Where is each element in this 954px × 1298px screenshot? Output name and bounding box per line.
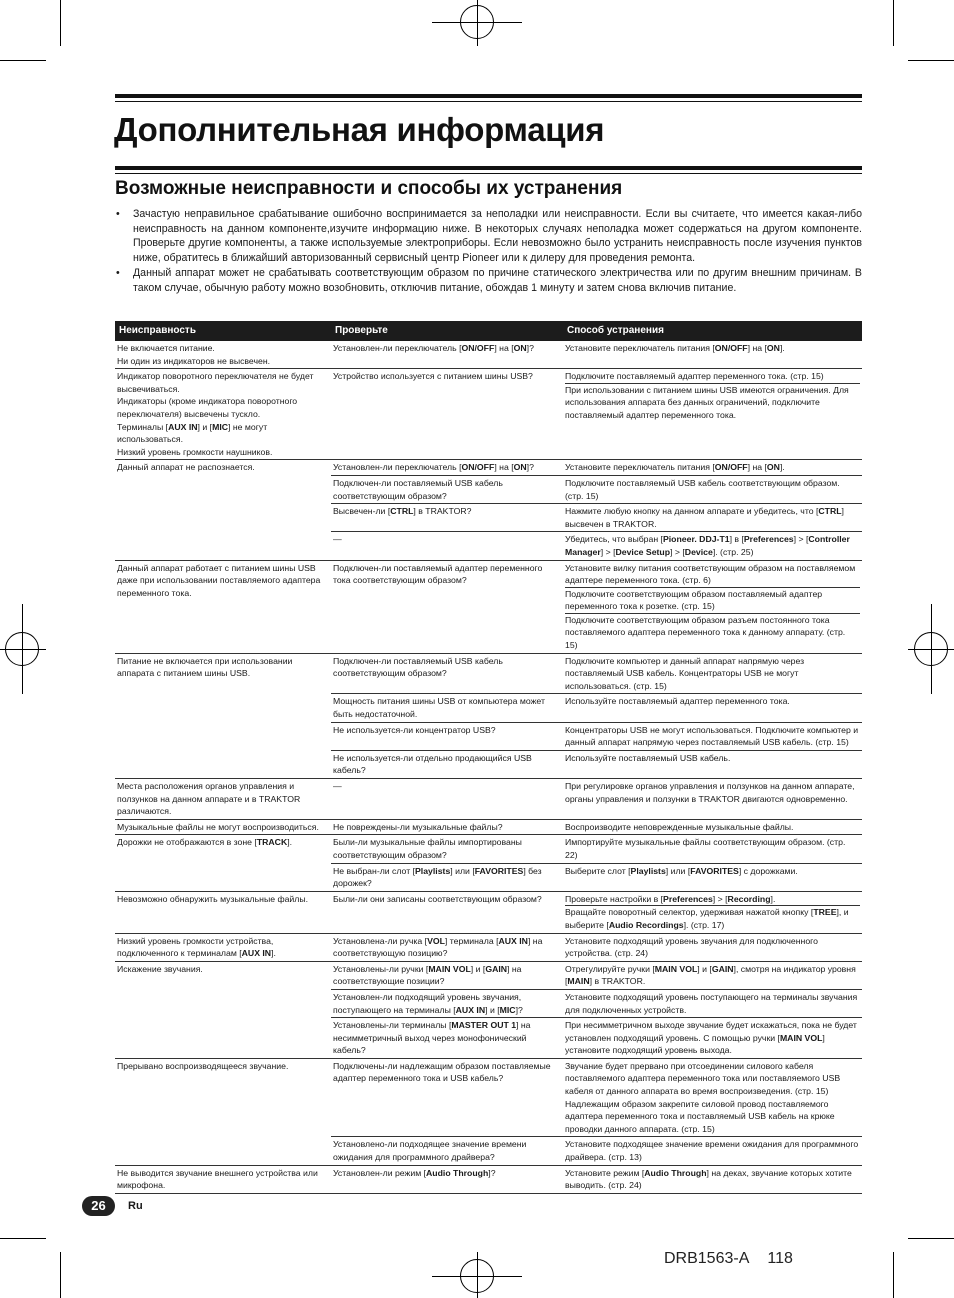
solution-cell bbox=[563, 341, 862, 356]
table-row bbox=[331, 722, 862, 750]
solution-cell bbox=[563, 1059, 862, 1137]
table-row-group bbox=[115, 341, 862, 369]
check-cell: Установлен-ли подходящий уровень звучания, поступающего на терминалы [AUX IN] и [MIC]? bbox=[333, 991, 523, 1015]
table-row bbox=[331, 1059, 862, 1137]
table-row bbox=[331, 531, 862, 559]
check-cell: Мощность питания шины USB от компьютера может быть недостаточной. bbox=[333, 696, 545, 720]
problem-text: Не включается питание. bbox=[117, 343, 215, 353]
crop-mark bbox=[60, 1252, 61, 1298]
title-rule bbox=[115, 166, 862, 170]
doc-page: 118 bbox=[767, 1250, 793, 1267]
intro-list bbox=[115, 207, 862, 295]
problem-text: Индикатор поворотного переключателя не будет высвечиваться. bbox=[117, 371, 314, 394]
table-row bbox=[331, 835, 862, 862]
problem-cell bbox=[115, 962, 331, 1058]
registration-mark bbox=[914, 632, 948, 666]
problem-text: Данный аппарат работает с питанием шины USB даже при использовании поставляемого адаптера переменного тока. bbox=[117, 562, 321, 598]
table-row-group bbox=[115, 460, 862, 560]
doc-code: DRB1563-A bbox=[664, 1250, 750, 1267]
problem-cell bbox=[115, 341, 331, 368]
solution-text: Установите переключатель питания [ON/OFF] на [ON]. bbox=[565, 343, 785, 353]
problem-text: Низкий уровень громкости устройства, подключенного к терминалам [AUX IN]. bbox=[117, 935, 276, 959]
table-row bbox=[331, 989, 862, 1017]
check-solution-pairs bbox=[331, 341, 862, 368]
solution-text: Установите режим [Audio Through] на деках, звучание которых хотите выводить. (стр. 24) bbox=[565, 1167, 852, 1191]
check-cell: Установлены-ли ручки [MAIN VOL] и [GAIN] на соответствующие позиции? bbox=[333, 963, 522, 987]
table-row-group bbox=[115, 1166, 862, 1194]
solution-text: Импортируйте музыкальные файлы соответствующим образом. (стр. 22) bbox=[565, 837, 846, 860]
check-solution-pairs bbox=[331, 962, 862, 1058]
solution-cell bbox=[563, 476, 862, 503]
solution-cell bbox=[563, 723, 862, 750]
problem-text: Прерывано воспроизводящееся звучание. bbox=[117, 1060, 289, 1071]
table-row-group bbox=[115, 369, 862, 460]
check-solution-pairs bbox=[331, 820, 862, 835]
problem-cell bbox=[115, 779, 331, 819]
column-header: Неисправность bbox=[119, 325, 196, 336]
check-cell: Не используется-ли отдельно продающийся USB кабель? bbox=[333, 752, 532, 776]
solution-cell bbox=[563, 694, 862, 721]
check-cell: Устройство используется с питанием шины USB? bbox=[333, 371, 533, 382]
problem-text: Невозможно обнаружить музыкальные файлы. bbox=[117, 893, 309, 904]
table-row bbox=[331, 369, 862, 422]
check-cell: Подключен-ли поставляемый USB кабель соответствующим образом? bbox=[333, 477, 503, 501]
crop-mark bbox=[60, 0, 61, 46]
table-row bbox=[331, 475, 862, 503]
check-cell: Установлен-ли режим [Audio Through]? bbox=[333, 1167, 496, 1178]
check-solution-pairs bbox=[331, 934, 862, 961]
table-row-group bbox=[115, 835, 862, 891]
registration-mark bbox=[460, 5, 494, 39]
solution-cell bbox=[563, 1166, 862, 1193]
solution-text: Концентраторы USB не могут использоваться. Подключите компьютер и данный аппарат напрямую через поставляемый USB кабель. (стр. 15) bbox=[565, 724, 859, 748]
troubleshooting-table bbox=[115, 341, 862, 1194]
column-header: Способ устранения bbox=[567, 325, 664, 336]
intro-paragraph: • Зачастую неправильное срабатывание ошибочно воспринимается за неполадки или неисправности. Если вы считаете, что имеется какая-либо неисправность на данном компоненте,изучите информацию ниже. В некоторых случаях неполадка может содержаться на другом компоненте. Проверьте другие компоненты, а также используемые электроприборы. Если невозможно было устранить неисправность после изучения пунктов ниже, обратитесь в ближайший авторизованный сервисный центр Pioneer или к дилеру для проведения ремонта. bbox=[115, 207, 862, 266]
solution-text: Вращайте поворотный селектор, удерживая нажатой кнопку [TREE], и выберите [Audio Recordings]. (стр. 17) bbox=[565, 905, 860, 931]
table-row-group bbox=[115, 1059, 862, 1166]
solution-cell bbox=[563, 654, 862, 694]
solution-cell bbox=[563, 835, 862, 862]
check-cell: Установлена-ли ручка [VOL] терминала [AUX IN] на соответствующую позицию? bbox=[333, 935, 543, 959]
check-cell: Установлен-ли переключатель [ON/OFF] на [ON]? bbox=[333, 462, 534, 473]
problem-text: Низкий уровень громкости наушников. bbox=[117, 446, 273, 457]
solution-cell bbox=[563, 751, 862, 778]
solution-text: Подключите соответствующим образом разъем постоянного тока поставляемого адаптера переменного тока к данному аппарату. (стр. 15) bbox=[565, 613, 860, 652]
solution-text: При регулировке органов управления и ползунков на данном аппарате, органы управления и ползунки в TRAKTOR двигаются одновременно. bbox=[565, 781, 855, 804]
table-row bbox=[331, 962, 862, 989]
crop-mark bbox=[0, 1238, 46, 1239]
solution-text: Нажмите любую кнопку на данном аппарате и убедитесь, что [CTRL] высвечен в TRAKTOR. bbox=[565, 506, 844, 529]
problem-cell bbox=[115, 820, 331, 835]
intro-paragraph: • Данный аппарат может не срабатывать соответствующим образом по причине статического электричества или по другим внешним причинам. В таком случае, обычную работу можно возобновить, отключив питание, обождав 1 минуту и затем снова включив питание. bbox=[115, 266, 862, 295]
solution-text: Подключите компьютер и данный аппарат напрямую через поставляемый USB кабель. Концентраторы USB не могут использоваться. (стр. 15) bbox=[565, 655, 805, 691]
table-row bbox=[331, 1136, 862, 1164]
problem-text: Музыкальные файлы не могут воспроизводиться. bbox=[117, 821, 319, 832]
table-row-group bbox=[115, 962, 862, 1059]
header-rule bbox=[115, 101, 862, 102]
check-cell: Были-ли музыкальные файлы импортированы соответствующим образом? bbox=[333, 837, 522, 860]
check-solution-pairs bbox=[331, 369, 862, 459]
solution-text: Используйте поставляемый адаптер переменного тока. bbox=[565, 696, 790, 707]
solution-text: Установите вилку питания соответствующим образом на поставляемом адаптере переменного тока. (стр. 6) bbox=[565, 562, 856, 586]
problem-cell bbox=[115, 892, 331, 933]
registration-mark bbox=[5, 632, 39, 666]
solution-text: Отрегулируйте ручки [MAIN VOL] и [GAIN], смотря на индикатор уровня [MAIN] в TRAKTOR. bbox=[565, 963, 856, 987]
table-header bbox=[115, 321, 862, 341]
problem-text: Индикаторы (кроме индикатора поворотного переключателя) высвечены тускло. bbox=[117, 396, 298, 419]
table-row bbox=[331, 654, 862, 694]
solution-cell bbox=[563, 561, 862, 653]
solution-cell bbox=[563, 820, 862, 835]
problem-text: Питание не включается при использовании аппарата с питанием шины USB. bbox=[117, 655, 293, 679]
crop-mark bbox=[908, 60, 954, 61]
table-row-group bbox=[115, 820, 862, 836]
solution-text: Установите подходящий уровень поступающего на терминалы звучания для подключенных устройств. bbox=[565, 991, 858, 1015]
solution-cell bbox=[563, 962, 862, 989]
solution-text: Установите подходящее значение времени ожидания для программного драйвера. (стр. 13) bbox=[565, 1139, 859, 1163]
check-solution-pairs bbox=[331, 835, 862, 890]
check-solution-pairs bbox=[331, 561, 862, 653]
problem-text: Дорожки не отображаются в зоне [TRACK]. bbox=[117, 837, 293, 848]
check-cell: Подключен-ли поставляемый USB кабель соответствующим образом? bbox=[333, 655, 503, 679]
check-solution-pairs bbox=[331, 1166, 862, 1193]
page-title: Дополнительная информация bbox=[114, 111, 605, 148]
problem-cell bbox=[115, 561, 331, 653]
table-row bbox=[331, 561, 862, 653]
solution-text: Установите переключатель питания [ON/OFF] на [ON]. bbox=[565, 462, 785, 473]
problem-text: Не выводится звучание внешнего устройства или микрофона. bbox=[117, 1167, 318, 1191]
solution-text: Проверьте настройки в [Preferences] > [Recording]. bbox=[565, 893, 776, 904]
problem-cell bbox=[115, 369, 331, 459]
title-rule bbox=[115, 173, 862, 174]
solution-cell bbox=[563, 504, 862, 531]
crop-mark bbox=[908, 1238, 954, 1239]
table-row-group bbox=[115, 892, 862, 934]
check-solution-pairs bbox=[331, 779, 862, 819]
check-cell: — bbox=[333, 534, 342, 545]
page-number: 26 bbox=[82, 1196, 115, 1216]
check-cell: Подключены-ли надлежащим образом поставляемые адаптер переменного тока и USB кабель? bbox=[333, 1060, 551, 1084]
problem-cell bbox=[115, 1059, 331, 1165]
table-row bbox=[331, 341, 862, 356]
table-row bbox=[331, 503, 862, 531]
solution-text: Воспроизводите неповрежденные музыкальные файлы. bbox=[565, 821, 794, 832]
solution-cell bbox=[563, 369, 862, 422]
solution-cell bbox=[563, 934, 862, 961]
crop-mark bbox=[893, 1252, 894, 1298]
header-rule bbox=[115, 94, 862, 98]
language-code: Ru bbox=[128, 1200, 143, 1212]
doc-reference bbox=[664, 1250, 793, 1268]
crop-mark bbox=[893, 0, 894, 46]
check-cell: Установлен-ли переключатель [ON/OFF] на [ON]? bbox=[333, 343, 534, 353]
check-cell: — bbox=[333, 781, 342, 791]
problem-text: Места расположения органов управления и ползунков на данном аппарате и в TRAKTOR различаются. bbox=[117, 781, 301, 817]
solution-text: Звучание будет прервано при отсоединении силового кабеля поставляемого адаптера переменного тока или поставляемого USB кабеля от данного аппарата во время воспроизведения. (стр. 15) Надлежащим образом закрепите силовой провод поставляемого адаптера переменного тока и поставляемый USB кабель на крюке проводки данного аппарата. (стр. 15) bbox=[565, 1060, 841, 1134]
solution-text: Подключите соответствующим образом поставляемый адаптер переменного тока к розетке. (стр. 15) bbox=[565, 587, 860, 613]
solution-text: Подключите поставляемый адаптер переменного тока. (стр. 15) bbox=[565, 371, 824, 382]
table-row bbox=[331, 892, 862, 933]
check-cell: Установлены-ли терминалы [MASTER OUT 1] на несимметричный выход через монофонический кабель? bbox=[333, 1020, 531, 1056]
table-row bbox=[331, 750, 862, 778]
check-solution-pairs bbox=[331, 654, 862, 778]
table-row bbox=[331, 1017, 862, 1058]
crop-mark bbox=[0, 60, 46, 61]
check-cell: Были-ли они записаны соответствующим образом? bbox=[333, 893, 542, 904]
solution-text: Убедитесь, что выбран [Pioneer. DDJ-T1] в [Preferences] > [Controller Manager] > [Device Setup] > [Device]. (стр. 25) bbox=[565, 534, 850, 557]
check-cell: Не используется-ли концентратор USB? bbox=[333, 724, 496, 735]
problem-cell bbox=[115, 1166, 331, 1193]
column-header: Проверьте bbox=[335, 325, 388, 336]
solution-text: Выберите слот [Playlists] или [FAVORITES] с дорожками. bbox=[565, 865, 798, 876]
solution-cell bbox=[563, 990, 862, 1017]
table-row bbox=[331, 863, 862, 891]
check-solution-pairs bbox=[331, 460, 862, 559]
solution-cell bbox=[563, 1137, 862, 1164]
table-row-group bbox=[115, 934, 862, 962]
solution-cell bbox=[563, 892, 862, 933]
solution-text: Подключите поставляемый USB кабель соответствующим образом. (стр. 15) bbox=[565, 477, 840, 501]
problem-cell bbox=[115, 934, 331, 961]
table-row bbox=[331, 693, 862, 721]
solution-text: Установите подходящий уровень звучания для подключенного устройства. (стр. 24) bbox=[565, 935, 818, 959]
check-solution-pairs bbox=[331, 1059, 862, 1165]
table-row-group bbox=[115, 561, 862, 654]
solution-cell bbox=[563, 532, 862, 559]
check-cell: Высвечен-ли [CTRL] в TRAKTOR? bbox=[333, 506, 472, 517]
section-title: Возможные неисправности и способы их устранения bbox=[115, 178, 623, 199]
problem-text: Ни один из индикаторов не высвечен. bbox=[117, 355, 271, 366]
check-cell: Установлено-ли подходящее значение времени ожидания для программного драйвера? bbox=[333, 1139, 527, 1163]
table-row bbox=[331, 460, 862, 475]
table-row-group bbox=[115, 654, 862, 779]
solution-cell bbox=[563, 779, 862, 806]
table-row bbox=[331, 820, 862, 835]
problem-text: Искажение звучания. bbox=[117, 963, 203, 974]
table-row bbox=[331, 934, 862, 961]
problem-text: Терминалы [AUX IN] и [MIC] не могут использоваться. bbox=[117, 421, 268, 445]
solution-cell bbox=[563, 864, 862, 891]
solution-cell bbox=[563, 460, 862, 475]
check-cell: Подключен-ли поставляемый адаптер переменного тока соответствующим образом? bbox=[333, 562, 543, 586]
problem-cell bbox=[115, 654, 331, 778]
problem-cell bbox=[115, 460, 331, 559]
check-solution-pairs bbox=[331, 892, 862, 933]
solution-text: Используйте поставляемый USB кабель. bbox=[565, 752, 731, 763]
table-row-group bbox=[115, 779, 862, 820]
registration-mark bbox=[460, 1259, 494, 1293]
table-row bbox=[331, 779, 862, 806]
problem-cell bbox=[115, 835, 331, 890]
check-cell: Не выбран-ли слот [Playlists] или [FAVORITES] без дорожек? bbox=[333, 865, 542, 889]
solution-text: При несимметричном выходе звучание будет искажаться, пока не будет установлен подходящий уровень. С помощью ручки [MAIN VOL] установите подходящий уровень выхода. bbox=[565, 1020, 857, 1056]
table-row bbox=[331, 1166, 862, 1193]
solution-text: При использовании с питанием шины USB имеются ограничения. Для использования аппарата без данных ограничений, подключите поставляемый адаптер переменного тока. bbox=[565, 383, 860, 422]
solution-cell bbox=[563, 1018, 862, 1058]
problem-text: Данный аппарат не распознается. bbox=[117, 462, 255, 473]
check-cell: Не повреждены-ли музыкальные файлы? bbox=[333, 821, 503, 832]
